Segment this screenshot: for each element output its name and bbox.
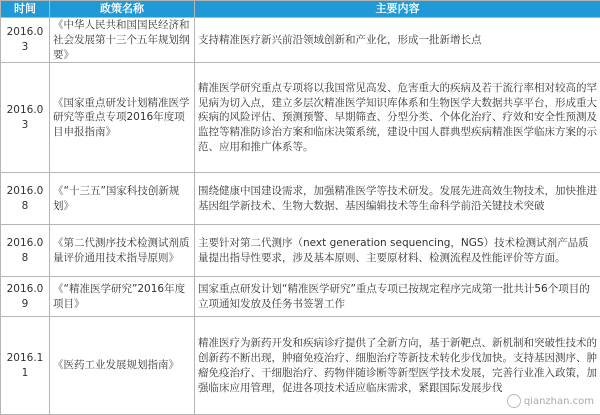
watermark-logo-icon bbox=[507, 394, 521, 408]
header-policy-name: 政策名称 bbox=[50, 1, 195, 18]
table-row bbox=[1, 63, 600, 173]
content-cell: 精准医疗为新药开发和疾病诊疗提供了全新方向，基于新靶点、新机制和突破性技术的创新药不断出现，肿瘤免疫治疗、细胞治疗等新技术转化步伐加快。支持基因测序、肿瘤免疫治疗、干细胞治疗、药物伴随诊断等新型医学技术发展，完善行业准入政策，加强临床应用管理，促进各项技术适应临床需求，紧跟国际发展步伐 bbox=[195, 317, 600, 415]
policy-name-cell: 《医药工业发展规划指南》 bbox=[50, 317, 195, 415]
header-main-content: 主要内容 bbox=[195, 1, 600, 18]
date-cell: 2016.08 bbox=[1, 225, 50, 277]
watermark-text: qianzhan.com bbox=[524, 396, 594, 407]
content-cell: 支持精准医疗新兴前沿领域创新和产业化，形成一批新增长点 bbox=[195, 18, 600, 63]
policy-name-cell: 《中华人民共和国国民经济和社会发展第十三个五年规划纲要》 bbox=[50, 18, 195, 63]
table-row bbox=[1, 225, 600, 277]
table-row bbox=[1, 173, 600, 225]
policy-name-cell: 《第二代测序技术检测试剂质量评价通用技术指导原则》 bbox=[50, 225, 195, 277]
header-row bbox=[1, 1, 600, 18]
policy-name-cell: 《“精准医学研究”2016年度项目》 bbox=[50, 277, 195, 317]
table-row bbox=[1, 18, 600, 63]
table-row bbox=[1, 277, 600, 317]
date-cell: 2016.11 bbox=[1, 317, 50, 415]
watermark bbox=[474, 394, 594, 410]
content-cell: 主要针对第二代测序（next generation sequencing，NGS）技术检测试剂产品质量提出指导性要求，涉及基本原则、主要原材料、检测流程及性能评价等方面。 bbox=[195, 225, 600, 277]
policy-name-cell: 《国家重点研发计划精准医学研究等重点专项2016年度项目申报指南》 bbox=[50, 63, 195, 173]
date-cell: 2016.03 bbox=[1, 18, 50, 63]
content-cell: 围绕健康中国建设需求，加强精准医学等技术研发。发展先进高效生物技术，加快推进基因组学新技术、生物大数据、基因编辑技术等生命科学前沿关键技术突破 bbox=[195, 173, 600, 225]
date-cell: 2016.09 bbox=[1, 277, 50, 317]
header-time: 时间 bbox=[1, 1, 50, 18]
date-cell: 2016.03 bbox=[1, 63, 50, 173]
content-cell: 国家重点研发计划“精准医学研究”重点专项已按规定程序完成第一批共计56个项目的立项通知发放及任务书签署工作 bbox=[195, 277, 600, 317]
content-cell: 精准医学研究重点专项将以我国常见高发、危害重大的疾病及若干流行率相对较高的罕见病为切入点，建立多层次精准医学知识库体系和生物医学大数据共享平台，形成重大疾病的风险评估、预测预警、早期筛查、分型分类、个体化治疗、疗效和安全性预测及监控等精准防诊治方案和临床决策系统，建设中国人群典型疾病精准医学临床方案的示范、应用和推广体系等。 bbox=[195, 63, 600, 173]
date-cell: 2016.08 bbox=[1, 173, 50, 225]
policy-name-cell: 《“十三五”国家科技创新规划》 bbox=[50, 173, 195, 225]
